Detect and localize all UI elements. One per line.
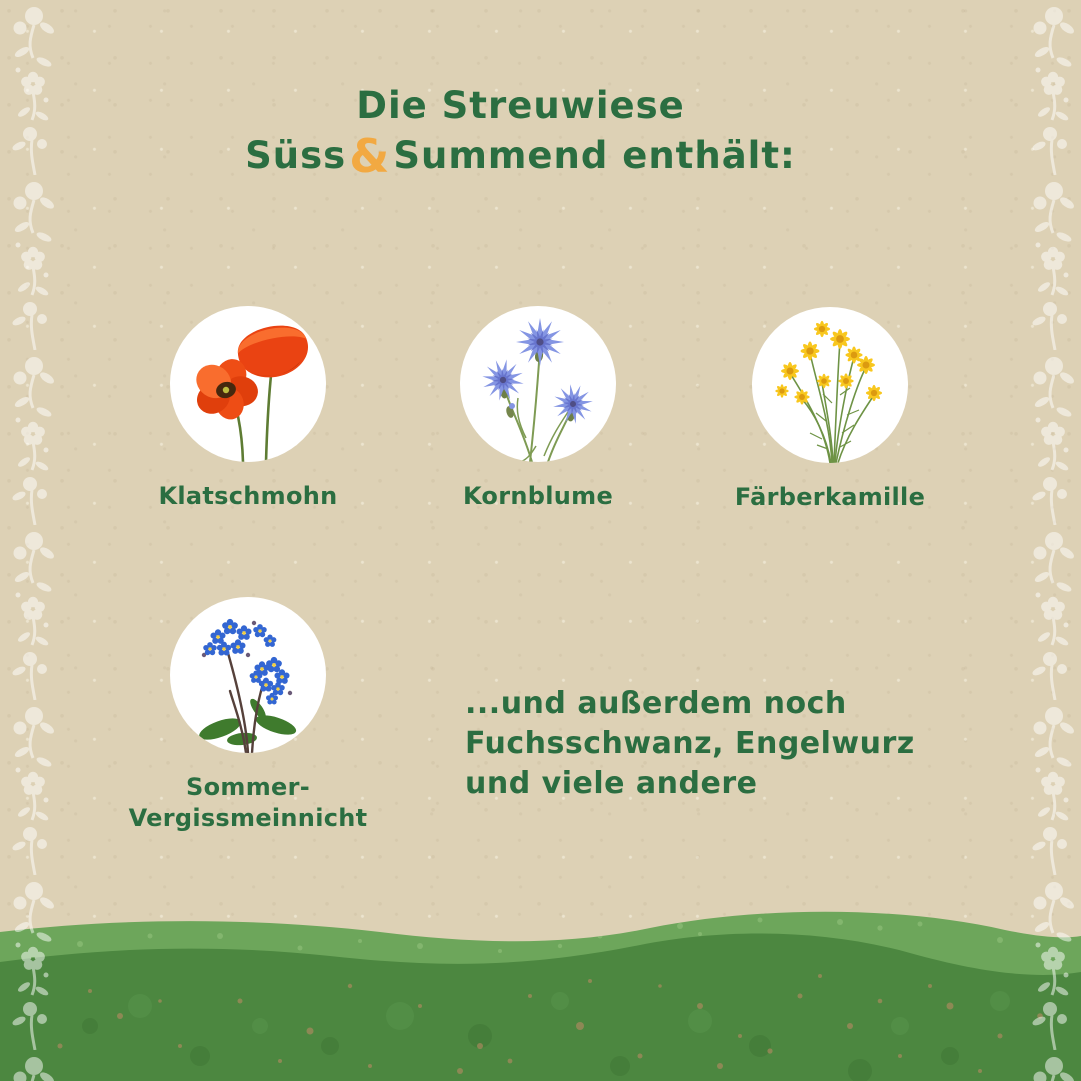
flower-photo-circle <box>170 597 326 753</box>
flower-label: Kornblume <box>462 482 614 510</box>
flower-label <box>88 772 408 834</box>
dyers-chamomile-illustration <box>752 307 908 463</box>
page-title <box>0 83 1041 183</box>
flower-item-faerberkamille <box>670 307 990 513</box>
flower-item-vergissmeinnicht <box>88 597 408 834</box>
additional-text-line-3: und viele andere <box>465 766 758 801</box>
title-line-1: Die Streuwiese <box>356 84 685 127</box>
flower-photo-circle <box>460 306 616 462</box>
cornflower-illustration <box>460 306 616 462</box>
flower-item-klatschmohn <box>88 306 408 512</box>
ampersand: & <box>349 129 391 183</box>
title-line-2-before: Süss <box>245 134 347 177</box>
flower-photo-circle <box>170 306 326 462</box>
flower-label: Färberkamille <box>734 483 926 511</box>
flower-photo-circle <box>752 307 908 463</box>
grass-decoration <box>0 906 1081 1081</box>
title-line-2 <box>0 129 1041 183</box>
forget-me-not-illustration <box>170 597 326 753</box>
poppy-illustration <box>170 306 326 462</box>
additional-text-line-1: ...und außerdem noch <box>465 686 847 721</box>
flower-label: Klatschmohn <box>158 482 338 510</box>
flower-label-line-1: Sommer- <box>186 773 310 801</box>
flower-item-kornblume <box>378 306 698 512</box>
flower-label-line-2: Vergissmeinnicht <box>128 804 368 832</box>
additional-flowers-text <box>465 684 945 804</box>
title-line-2-after: Summend enthält: <box>393 134 796 177</box>
additional-text-line-2: Fuchsschwanz, Engelwurz <box>465 726 915 761</box>
